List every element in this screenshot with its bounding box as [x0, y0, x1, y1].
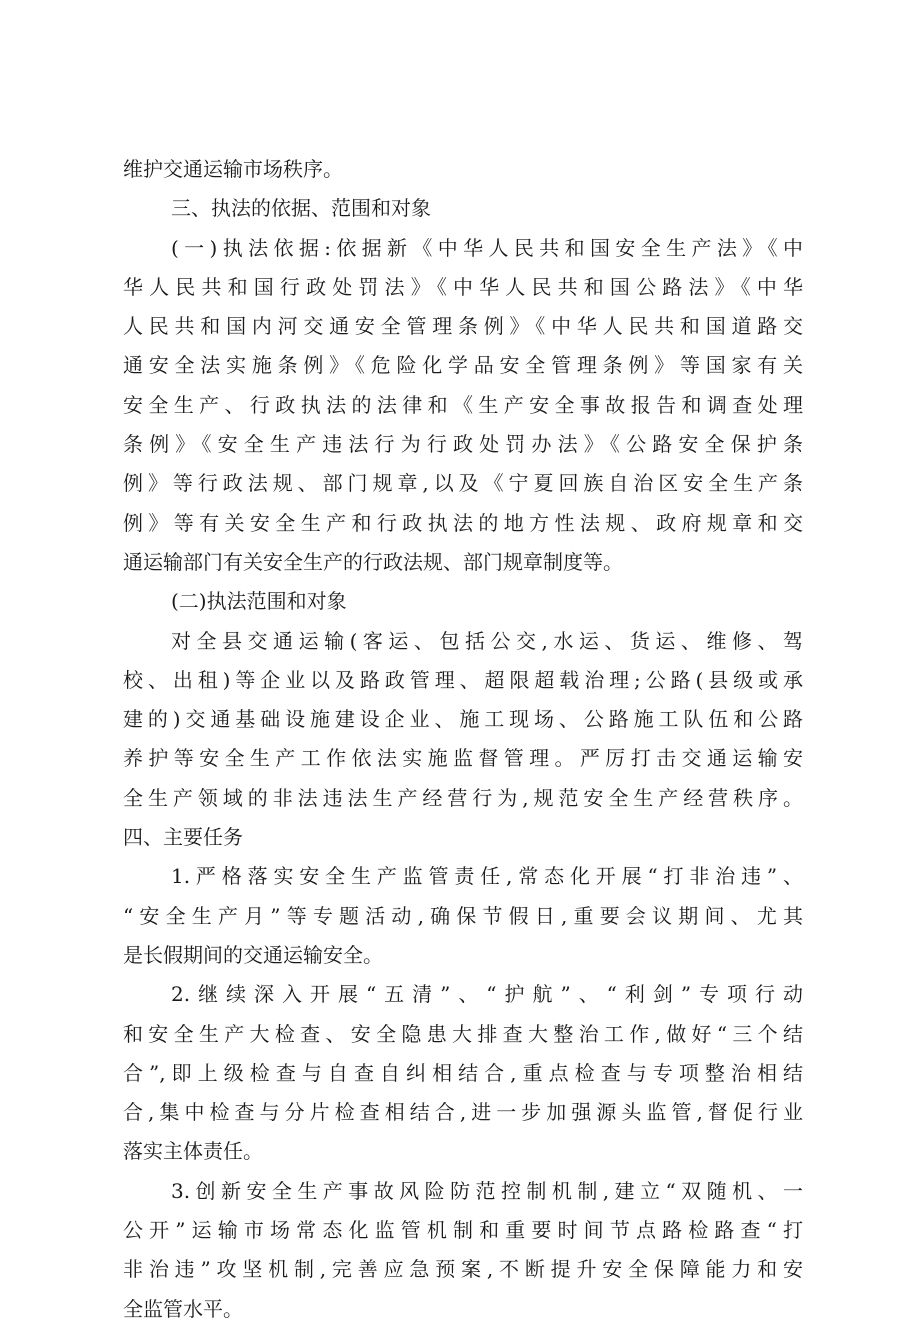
paragraph-line: 合,集中检查与分片检查相结合,进一步加强源头监管,督促行业: [123, 1100, 803, 1125]
paragraph-line: 华人民共和国行政处罚法》《中华人民共和国公路法》《中华: [123, 274, 803, 299]
section-heading: 三、执法的依据、范围和对象: [171, 196, 431, 221]
section-heading: 四、主要任务: [123, 825, 243, 850]
paragraph-line: 全监管水平。: [123, 1296, 243, 1321]
paragraph-line: 全生产领域的非法违法生产经营行为,规范安全生产经营秩序。: [123, 785, 803, 810]
paragraph-line: 建的)交通基础设施建设企业、施工现场、公路施工队伍和公路: [123, 707, 803, 732]
paragraph-line: 3.创新安全生产事故风险防范控制机制,建立“双随机、一: [171, 1178, 803, 1203]
paragraph-line: 例》等行政法规、部门规章,以及《宁夏回族自治区安全生产条: [123, 471, 803, 496]
paragraph-line: 公开”运输市场常态化监管机制和重要时间节点路检路查“打: [123, 1218, 803, 1243]
paragraph-line: 通运输部门有关安全生产的行政法规、部门规章制度等。: [123, 549, 623, 574]
paragraph-line: 是长假期间的交通运输安全。: [123, 942, 383, 967]
paragraph-line: 非治违”攻坚机制,完善应急预案,不断提升安全保障能力和安: [123, 1257, 803, 1282]
paragraph-line: 和安全生产大检查、安全隐患大排查大整治工作,做好“三个结: [123, 1021, 803, 1046]
paragraph-line: 对全县交通运输(客运、包括公交,水运、货运、维修、驾: [171, 628, 803, 653]
paragraph-line: 条例》《安全生产违法行为行政处罚办法》《公路安全保护条: [123, 432, 803, 457]
paragraph-line: 通安全法实施条例》《危险化学品安全管理条例》等国家有关: [123, 353, 803, 378]
paragraph-line: 维护交通运输市场秩序。: [123, 157, 343, 181]
paragraph-line: 人民共和国内河交通安全管理条例》《中华人民共和国道路交: [123, 314, 803, 339]
paragraph-line: 例》等有关安全生产和行政执法的地方性法规、政府规章和交: [123, 510, 803, 535]
paragraph-line: 落实主体责任。: [123, 1139, 263, 1164]
paragraph-line: 2.继续深入开展“五清”、“护航”、“利剑”专项行动: [171, 982, 803, 1007]
paragraph-line: 安全生产、行政执法的法律和《生产安全事故报告和调查处理: [123, 392, 803, 417]
paragraph-line: 1.严格落实安全生产监管责任,常态化开展“打非治违”、: [171, 864, 803, 889]
paragraph-line: “安全生产月”等专题活动,确保节假日,重要会议期间、尤其: [123, 903, 803, 928]
paragraph-line: (一)执法依据:依据新《中华人民共和国安全生产法》《中: [171, 235, 803, 260]
paragraph-line: 校、出租)等企业以及路政管理、超限超载治理;公路(县级或承: [123, 667, 803, 692]
subsection-heading: (二)执法范围和对象: [171, 589, 347, 614]
paragraph-line: 养护等安全生产工作依法实施监督管理。严厉打击交通运输安: [123, 746, 803, 771]
document-body: [123, 150, 803, 1329]
paragraph-line: 合”,即上级检查与自查自纠相结合,重点检查与专项整治相结: [123, 1060, 803, 1085]
